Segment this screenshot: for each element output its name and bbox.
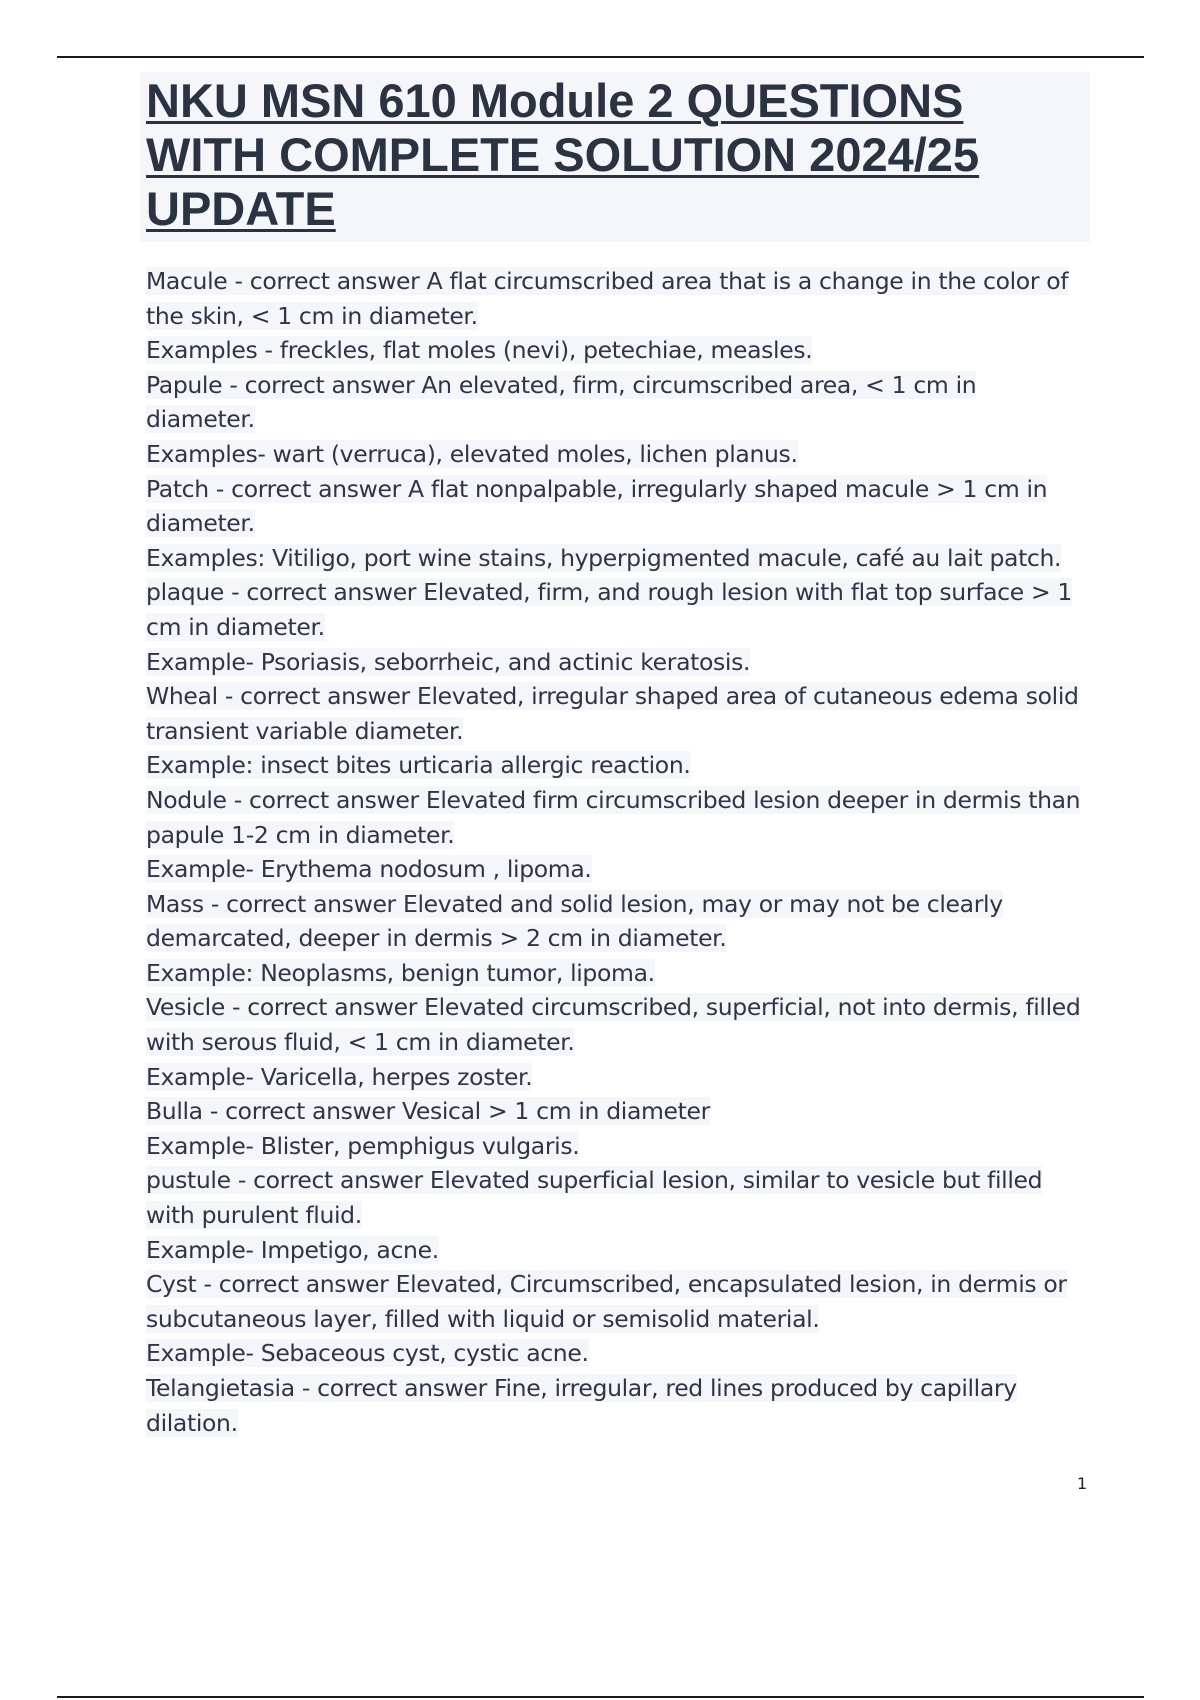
page-number: 1 [1077,1474,1088,1493]
paragraph-line: Wheal - correct answer Elevated, irregular shaped area of cutaneous edema solid transient variable diameter. [146,682,1079,745]
title-block [140,72,1090,242]
paragraph-line: plaque - correct answer Elevated, firm, and rough lesion with flat top surface > 1 cm in diameter. [146,578,1072,641]
paragraph-line: Examples- wart (verruca), elevated moles, lichen planus. [146,439,798,468]
paragraph-line: Vesicle - correct answer Elevated circumscribed, superficial, not into dermis, filled with serous fluid, < 1 cm in diameter. [146,993,1081,1057]
paragraph-line: Telangietasia - correct answer Fine, irregular, red lines produced by capillary dilation. [146,1374,1017,1437]
paragraph-line: Patch - correct answer A flat nonpalpable, irregularly shaped macule > 1 cm in diameter. [146,474,1048,538]
paragraph-line: Example: Neoplasms, benign tumor, lipoma. [146,958,655,987]
paragraph-line: Nodule - correct answer Elevated firm circumscribed lesion deeper in dermis than papule 1-2 cm in diameter. [146,785,1081,849]
paragraph-line: Examples - freckles, flat moles (nevi), petechiae, measles. [146,336,813,365]
paragraph-line: Example- Varicella, herpes zoster. [146,1062,533,1091]
paragraph-line: pustule - correct answer Elevated superficial lesion, similar to vesicle but filled with purulent fluid. [146,1166,1043,1230]
paragraph-line: Example- Blister, pemphigus vulgaris. [146,1131,580,1160]
paragraph-line: Example: insect bites urticaria allergic reaction. [146,751,691,780]
bottom-rule [57,1696,1144,1698]
paragraph-line: Mass - correct answer Elevated and solid lesion, may or may not be clearly demarcated, deeper in dermis > 2 cm in diameter. [146,889,1003,953]
paragraph-line: Bulla - correct answer Vesical > 1 cm in diameter [146,1097,710,1126]
paragraph-line: Example- Sebaceous cyst, cystic acne. [146,1339,589,1368]
paragraph-line: Examples: Vitiligo, port wine stains, hyperpigmented macule, café au lait patch. [146,543,1062,572]
paragraph-line: Example- Erythema nodosum , lipoma. [146,855,592,884]
paragraph-line: Cyst - correct answer Elevated, Circumscribed, encapsulated lesion, in dermis or subcutaneous layer, filled with liquid or semisolid material. [146,1270,1067,1333]
document-body [146,264,1086,1440]
paragraph-line: Example- Psoriasis, seborrheic, and actinic keratosis. [146,647,751,676]
paragraph-line: Macule - correct answer A flat circumscribed area that is a change in the color of the skin, < 1 cm in diameter. [146,267,1069,330]
document-title: NKU MSN 610 Module 2 QUESTIONS WITH COMPLETE SOLUTION 2024/25 UPDATE [146,74,980,235]
paragraph-line: Papule - correct answer An elevated, firm, circumscribed area, < 1 cm in diameter. [146,370,977,434]
top-rule [57,56,1144,58]
paragraph-line: Example- Impetigo, acne. [146,1235,439,1264]
